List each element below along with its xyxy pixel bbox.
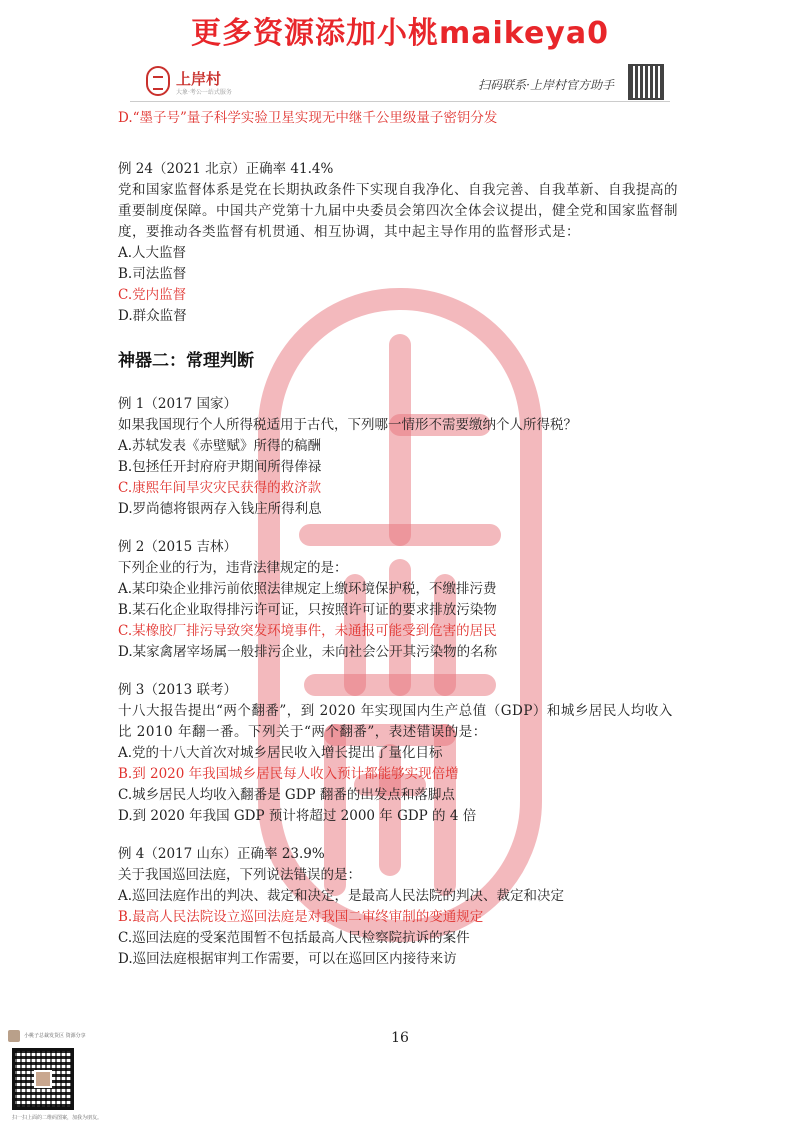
question-3-option-d: D.到 2020 年我国 GDP 预计将超过 2000 年 GDP 的 4 倍 xyxy=(118,808,477,824)
logo-seal-icon xyxy=(146,66,170,96)
page-number: 16 xyxy=(391,1030,409,1046)
header-contact-text: 扫码联系·上岸村官方助手 xyxy=(478,78,614,92)
question-2-option-a: A.某印染企业排污前依照法律规定上缴环境保护税，不缴排污费 xyxy=(118,581,497,597)
question-3-option-a: A.党的十八大首次对城乡居民收入增长提出了量化目标 xyxy=(118,745,443,761)
question-24-heading: 例 24（2021 北京）正确率 41.4% xyxy=(118,161,334,177)
document-body xyxy=(118,108,678,970)
question-2-stem: 下列企业的行为，违背法律规定的是： xyxy=(118,560,348,576)
question-4-stem: 关于我国巡回法庭，下列说法错误的是： xyxy=(118,867,361,883)
question-4-heading: 例 4（2017 山东）正确率 23.9% xyxy=(118,846,325,862)
question-2-option-d: D.某家禽屠宰场属一般排污企业，未向社会公开其污染物的名称 xyxy=(118,644,498,660)
previous-question-option-d: D.“墨子号”量子科学实验卫星实现无中继千公里级量子密钥分发 xyxy=(118,110,498,126)
section-title: 神器二：常理判断 xyxy=(118,351,254,371)
question-1-option-c: C.康熙年间旱灾灾民获得的救济款 xyxy=(118,480,322,496)
question-2-option-c: C.某橡胶厂排污导致突发环境事件，未通报可能受到危害的居民 xyxy=(118,623,497,639)
question-1-option-d: D.罗尚德将银两存入钱庄所得利息 xyxy=(118,501,322,517)
question-24-option-b: B.司法监督 xyxy=(118,266,187,282)
question-4-option-b: B.最高人民法院设立巡回法庭是对我国二审终审制的变通规定 xyxy=(118,909,484,925)
footer-qr-block xyxy=(8,1030,118,1130)
question-24-option-c: C.党内监督 xyxy=(118,287,187,303)
question-24-stem-line: 党和国家监督体系是党在长期执政条件下实现自我净化、自我完善、自我革新、自我提高的 xyxy=(118,182,678,198)
question-24-stem-line: 度，要推动各类监督有机贯通、相互协调，其中起主导作用的监督形式是： xyxy=(118,224,580,240)
qr-code-icon xyxy=(628,64,664,100)
question-1-heading: 例 1（2017 国家） xyxy=(118,396,238,412)
question-3-stem-line: 比 2010 年翻一番。下列关于“两个翻番”，表述错误的是： xyxy=(118,724,487,740)
question-2-heading: 例 2（2015 吉林） xyxy=(118,539,238,555)
question-24-stem-line: 重要制度保障。中国共产党第十九届中央委员会第四次全体会议提出，健全党和国家监督制 xyxy=(118,203,678,219)
question-4-option-a: A.巡回法庭作出的判决、裁定和决定，是最高人民法院的判决、裁定和决定 xyxy=(118,888,565,904)
question-24-option-a: A.人大监督 xyxy=(118,245,187,261)
question-1-option-a: A.苏轼发表《赤壁赋》所得的稿酬 xyxy=(118,438,322,454)
footer-account-name: 小桃子总裁发货区 资源分享 xyxy=(24,1033,86,1039)
avatar xyxy=(8,1030,20,1042)
promo-banner: 更多资源添加小桃maikeya0 xyxy=(191,16,609,51)
page-header xyxy=(130,62,670,102)
question-24-option-d: D.群众监督 xyxy=(118,308,187,324)
logo-text: 上岸村 xyxy=(176,70,222,88)
logo-subtitle: 大象·考公一站式服务 xyxy=(176,89,232,96)
question-4-option-c: C.巡回法庭的受案范围暂不包括最高人民检察院抗诉的案件 xyxy=(118,930,470,946)
question-4-option-d: D.巡回法庭根据审判工作需要，可以在巡回区内接待来访 xyxy=(118,951,457,967)
question-1-option-b: B.包拯任开封府府尹期间所得俸禄 xyxy=(118,459,322,475)
qr-center-avatar-icon xyxy=(34,1070,52,1088)
question-3-stem-line: 十八大报告提出“两个翻番”，到 2020 年实现国内生产总值（GDP）和城乡居民人均收入 xyxy=(118,703,673,719)
question-3-heading: 例 3（2013 联考） xyxy=(118,682,238,698)
question-1-stem: 如果我国现行个人所得税适用于古代，下列哪一情形不需要缴纳个人所得税？ xyxy=(118,417,577,433)
question-2-option-b: B.某石化企业取得排污许可证，只按照许可证的要求排放污染物 xyxy=(118,602,497,618)
question-3-option-c: C.城乡居民人均收入翻番是 GDP 翻番的出发点和落脚点 xyxy=(118,787,455,803)
footer-qr-caption: 扫一扫上面的二维码图案，加我为朋友。 xyxy=(12,1115,103,1121)
question-3-option-b: B.到 2020 年我国城乡居民每人收入预计都能够实现倍增 xyxy=(118,766,459,782)
